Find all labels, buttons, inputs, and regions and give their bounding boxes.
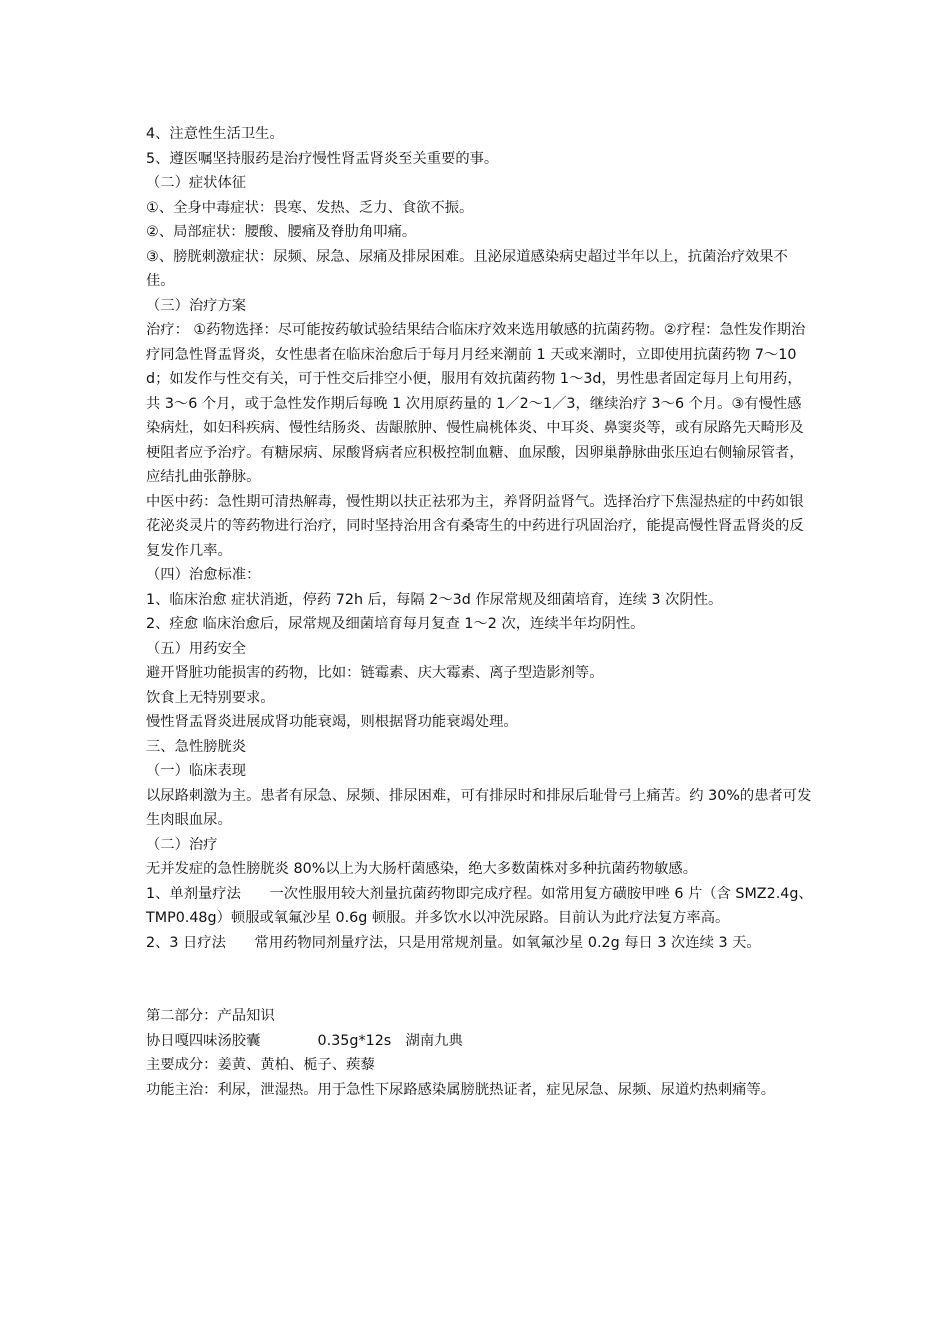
paragraph-clinical-presentation: 以尿路刺激为主。患者有尿急、尿频、排尿困难，可有排尿时和排尿后耻骨弓上痛苦。约 30%的患者可发生肉眼血尿。 [146, 787, 812, 828]
section-heading-cure-criteria: （四）治愈标准： [146, 567, 261, 583]
paragraph-medication-adherence: 5、遵医嘱坚持服药是治疗慢性肾盂肾炎至关重要的事。 [146, 150, 499, 167]
paragraph-local-symptoms: ②、局部症状：腰酸、腰痛及脊肋角叩痛。 [146, 224, 417, 240]
section-heading-treatment-plan: （三）治疗方案 [146, 297, 247, 314]
section-heading-cystitis-treatment: （二）治疗 [146, 836, 218, 853]
paragraph-three-day-therapy: 2、3 日疗法 常用药物同剂量疗法，只是用常规剂量。如氧氟沙星 0.2g 每日 3 次连续 3 天。 [146, 934, 761, 951]
paragraph-single-dose-therapy: 1、单剂量疗法 一次性服用较大剂量抗菌药物即完成疗程。如常用复方磺胺甲唑 6 片（含 SMZ2.4g、TMP0.48g）顿服或氧氟沙星 0.6g 顿服。并多饮水以冲洗尿路。目前认为此疗法复方率高。 [146, 885, 813, 926]
section-heading-symptoms: （二）症状体征 [146, 175, 247, 191]
paragraph-bladder-symptoms: ③、膀胱刺激症状：尿频、尿急、尿痛及排尿困难。且泌尿道感染病史超过半年以上，抗菌治疗效果不佳。 [146, 248, 788, 289]
paragraph-clinical-cure: 1、临床治愈 症状消逝，停药 72h 后，每隔 2～3d 作尿常规及细菌培育，连续 3 次阴性。 [146, 591, 723, 608]
paragraph-tcm-treatment: 中医中药：急性期可清热解毒，慢性期以扶正祛邪为主，养肾阴益肾气。选择治疗下焦湿热症的中药如银花泌炎灵片的等药物进行治疗，同时坚持治用含有桑寄生的中药进行巩固治疗，能提高慢性肾盂肾炎的反复发作几率。 [146, 493, 804, 559]
paragraph-main-ingredients: 主要成分：姜黄、黄柏、栀子、蒺藜 [146, 1057, 375, 1073]
paragraph-treatment: 治疗： ①药物选择：尽可能按药敏试验结果结合临床疗效来选用敏感的抗菌药物。②疗程：急性发作期治疗同急性肾盂肾炎，女性患者在临床治愈后于每月月经来潮前 1 天或来潮时，立即使用抗菌药物 7～10d；如发作与性交有关，可于性交后排空小便，服用有效抗菌药物 1～3d，男性患者固定每月上旬用药，共 3～6 个月，或于急性发作期后每晚 1 次用原药量的 1／2～1／3，继续治疗 3～6 个月。③有慢性感染病灶，如妇科疾病、慢性结肠炎、齿龈脓肿、慢性扁桃体炎、中耳炎、鼻窦炎等，或有尿路先天畸形及梗阻者应予治疗。有糖尿病、尿酸肾病者应积极控制血糖、血尿酸，因卵巢静脉曲张压迫右侧输尿管者，应结扎曲张静脉。 [146, 322, 806, 485]
paragraph-systemic-symptoms: ①、全身中毒症状：畏寒、发热、乏力、食欲不振。 [146, 199, 474, 216]
part-heading-product-knowledge: 第二部分：产品知识 [146, 1008, 275, 1024]
section-heading-clinical-presentation: （一）临床表现 [146, 763, 247, 779]
paragraph-diet: 饮食上无特别要求。 [146, 689, 275, 706]
blank-space [146, 955, 814, 1004]
paragraph-ecoli-infection: 无并发症的急性膀胱炎 80%以上为大肠杆菌感染，绝大多数菌株对多种抗菌药物敏感。 [146, 861, 698, 877]
paragraph-full-recovery: 2、痊愈 临床治愈后，尿常规及细菌培育每月复查 1～2 次，连续半年均阴性。 [146, 616, 645, 632]
section-heading-drug-safety: （五）用药安全 [146, 640, 247, 657]
paragraph-product-name: 协日嘎四味汤胶囊 0.35g*12s 湖南九典 [146, 1032, 463, 1049]
chapter-heading-acute-cystitis: 三、急性膀胱炎 [146, 738, 247, 755]
paragraph-indications: 功能主治：利尿，泄湿热。用于急性下尿路感染属膀胱热证者，症见尿急、尿频、尿道灼热刺痛等。 [146, 1081, 776, 1098]
paragraph-safe-sex: 4、注意性生活卫生。 [146, 126, 284, 142]
paragraph-renal-failure: 慢性肾盂肾炎进展成肾功能衰竭，则根据肾功能衰竭处理。 [146, 714, 518, 730]
document-body [146, 122, 814, 1102]
paragraph-avoid-nephrotoxic: 避开肾脏功能损害的药物，比如：链霉素、庆大霉素、离子型造影剂等。 [146, 665, 604, 681]
